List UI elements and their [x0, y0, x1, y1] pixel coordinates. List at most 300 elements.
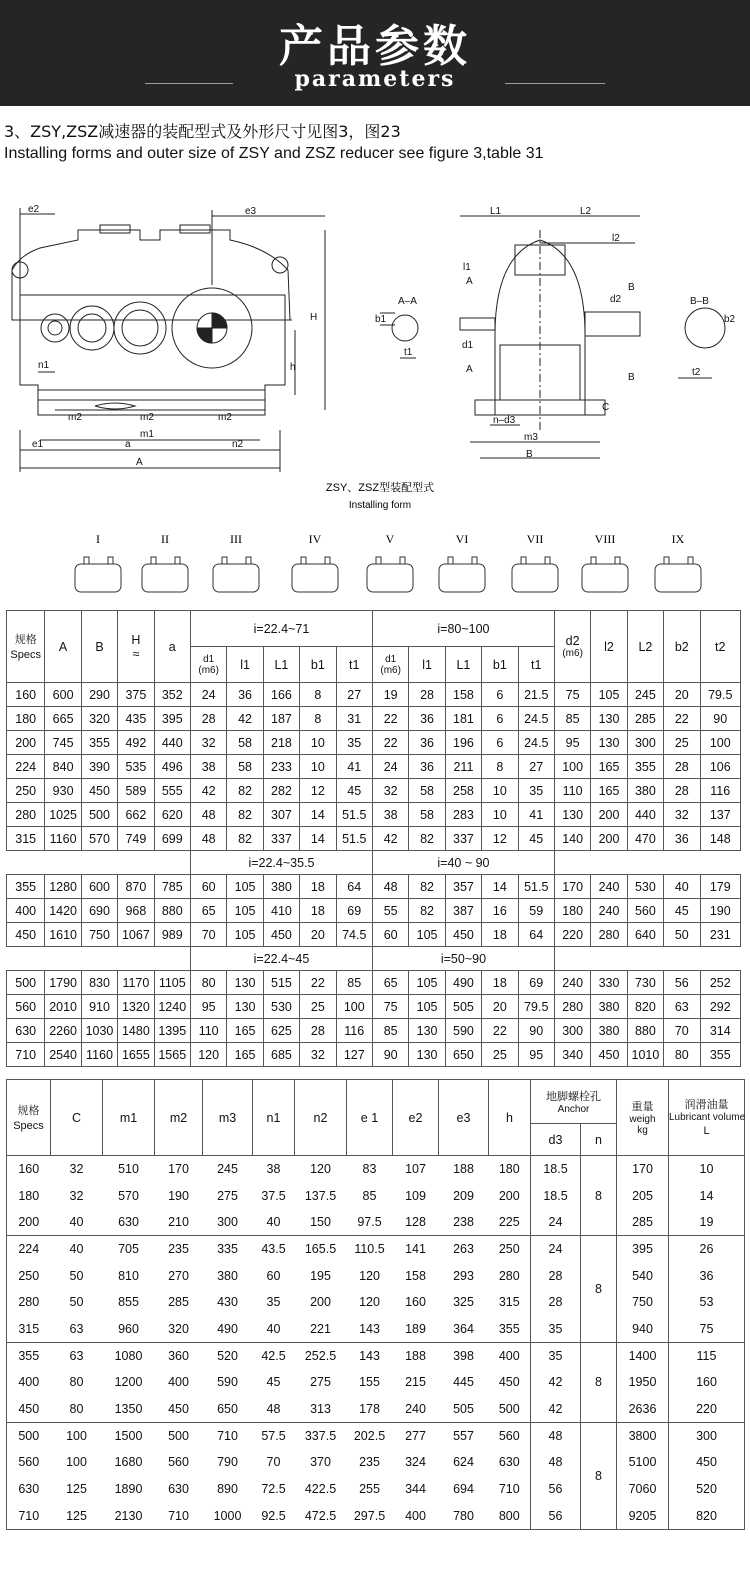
table-cell: 355: [498, 1321, 520, 1336]
table-cell: 69: [336, 899, 372, 923]
table-cell: 196: [445, 731, 481, 755]
table-cell: 80: [69, 1401, 84, 1416]
table-cell: 120: [295, 1156, 347, 1183]
table-cell: 231: [700, 923, 741, 947]
table-cell: 75: [554, 683, 590, 707]
table-cell: 335: [203, 1236, 253, 1263]
table-cell: 106: [700, 755, 741, 779]
table-cell: 50: [69, 1268, 84, 1283]
table-cell: 24: [531, 1209, 581, 1236]
table-row: [7, 827, 741, 851]
table-cell: 450: [591, 1043, 627, 1067]
table-cell: 14: [300, 827, 336, 851]
table-cell: 60: [266, 1268, 281, 1283]
col-t2: t2: [700, 611, 741, 683]
table-cell: 749: [118, 827, 154, 851]
table-cell: 450: [168, 1401, 189, 1416]
table-cell: 263: [439, 1236, 489, 1263]
table-cell: 130: [409, 1043, 445, 1067]
table-cell: 58: [409, 803, 445, 827]
table-cell: 38: [372, 803, 408, 827]
table-cell: 190: [700, 899, 741, 923]
table-cell: 337: [445, 827, 481, 851]
col-b1-b: b1: [482, 647, 518, 683]
col-m2: m2: [155, 1080, 203, 1156]
table-cell: 82: [409, 827, 445, 851]
label-t2: t2: [692, 367, 701, 378]
table-row: [7, 1342, 745, 1369]
table-cell: 160: [7, 683, 45, 707]
table-cell: 650: [445, 1043, 481, 1067]
table-cell: 10: [300, 755, 336, 779]
table-cell: 390: [81, 755, 117, 779]
table-cell: 107: [393, 1156, 439, 1183]
form-2: [142, 532, 188, 592]
shaft-stub: [400, 557, 405, 564]
shaft-stub: [472, 557, 477, 564]
table-cell: 143: [359, 1321, 380, 1336]
shaft-stub: [108, 557, 113, 564]
table-cell: 630: [118, 1214, 139, 1229]
table-cell: 1790: [45, 971, 81, 995]
table-cell: 32: [664, 803, 700, 827]
table-row: [7, 731, 741, 755]
label-m2-a: m2: [68, 412, 82, 423]
table-cell: 37.5: [261, 1188, 286, 1203]
table-cell: 710: [7, 1502, 51, 1529]
form-label: I: [96, 532, 100, 546]
table-cell: 32: [69, 1188, 84, 1203]
table-cell: 10: [669, 1156, 745, 1183]
table-cell: 179: [700, 875, 741, 899]
table-cell: 148: [700, 827, 741, 851]
table-cell: 95: [518, 1043, 554, 1067]
table-cell: 1320: [118, 995, 154, 1019]
table-cell: 63: [664, 995, 700, 1019]
ratio-label: i=22.4~45: [190, 947, 372, 971]
table-cell: 515: [263, 971, 299, 995]
table-cell: 325: [453, 1295, 474, 1310]
anchor-header: 地脚螺栓孔 Anchor: [531, 1080, 617, 1124]
header-banner: [0, 0, 750, 106]
table-row: [7, 1476, 745, 1503]
table-cell: 400: [168, 1375, 189, 1390]
table-cell: 840: [45, 755, 81, 779]
table-cell: 355: [81, 731, 117, 755]
form-6: [439, 532, 485, 592]
table-cell: 395: [617, 1236, 669, 1263]
table-cell: 82: [409, 875, 445, 899]
table-cell: 120: [359, 1268, 380, 1283]
col-L1-b: L1: [445, 647, 481, 683]
shaft-stub: [521, 557, 526, 564]
table-cell: 1655: [118, 1043, 154, 1067]
table-cell: 85: [372, 1019, 408, 1043]
table-cell: 1400: [617, 1342, 669, 1369]
table-cell: 18: [300, 899, 336, 923]
table-cell: 364: [453, 1321, 474, 1336]
table-cell: 14: [669, 1182, 745, 1209]
table-cell: 500: [7, 971, 45, 995]
table-cell: 590: [217, 1375, 238, 1390]
table-cell: 25: [664, 731, 700, 755]
table-cell: 195: [310, 1268, 331, 1283]
table-cell: 137: [700, 803, 741, 827]
table-cell: 120: [359, 1295, 380, 1310]
table-cell: 218: [263, 731, 299, 755]
label-b2: b2: [724, 314, 736, 325]
table-cell: 105: [227, 923, 263, 947]
shaft-stub: [84, 557, 89, 564]
table-cell: 6: [482, 683, 518, 707]
table-cell: 58: [227, 731, 263, 755]
table-cell: 1240: [154, 995, 190, 1019]
table-row: [7, 1019, 741, 1043]
table-cell: 307: [263, 803, 299, 827]
col-l1-b: l1: [409, 647, 445, 683]
table-cell: 130: [409, 1019, 445, 1043]
table-cell: 870: [118, 875, 154, 899]
table-cell: 188: [439, 1156, 489, 1183]
ratio-label: i=40 ~ 90: [372, 851, 554, 875]
table-cell: 283: [445, 803, 481, 827]
table-cell: 18: [482, 923, 518, 947]
form-9: [655, 532, 701, 592]
table-cell: 380: [591, 1019, 627, 1043]
table-cell: 560: [7, 995, 45, 1019]
table-cell: 165: [591, 779, 627, 803]
table-row: [7, 995, 741, 1019]
table-cell: 694: [453, 1482, 474, 1497]
table-cell: 21.5: [518, 683, 554, 707]
table-cell: 355: [627, 755, 663, 779]
table-cell: 662: [118, 803, 154, 827]
table-cell: 2636: [617, 1396, 669, 1423]
table-cell: 130: [227, 971, 263, 995]
table-cell: 880: [154, 899, 190, 923]
spec-header-en-2: Specs: [13, 1119, 44, 1132]
table-cell: 450: [18, 1401, 40, 1416]
table-cell: 41: [336, 755, 372, 779]
table-cell: 160: [405, 1295, 426, 1310]
table-cell: 10: [300, 731, 336, 755]
table-cell: 560: [168, 1455, 189, 1470]
table-cell: 510: [103, 1156, 155, 1183]
table-row: [7, 1502, 745, 1529]
table-cell: 75: [372, 995, 408, 1019]
table-cell: 180: [489, 1156, 531, 1183]
table-cell: 40: [266, 1321, 281, 1336]
table-cell: 640: [627, 923, 663, 947]
table-cell: 250: [7, 779, 45, 803]
table-cell: 1480: [118, 1019, 154, 1043]
table-cell: 22: [664, 707, 700, 731]
table-cell: 315: [18, 1321, 40, 1336]
col-m1: m1: [103, 1080, 155, 1156]
table-cell: 28: [664, 779, 700, 803]
table-cell: 10: [482, 803, 518, 827]
mounting-table-head: [7, 1080, 745, 1156]
table-cell: 1170: [118, 971, 154, 995]
table-cell: 51.5: [518, 875, 554, 899]
col-L2: L2: [627, 611, 663, 683]
label-d2: d2: [610, 294, 622, 305]
table-cell: 625: [263, 1019, 299, 1043]
shaft-stub: [325, 557, 330, 564]
form-label: VII: [526, 532, 544, 546]
table-cell: 116: [336, 1019, 372, 1043]
table-cell: 85: [336, 971, 372, 995]
table-cell: 211: [445, 755, 481, 779]
table-cell: 557: [439, 1422, 489, 1449]
table-cell: 620: [154, 803, 190, 827]
table-cell: 79.5: [700, 683, 741, 707]
table-cell: 355: [7, 875, 45, 899]
blank-cell: [7, 947, 191, 971]
table-cell: 220: [669, 1396, 745, 1423]
table-cell: 1000: [203, 1502, 253, 1529]
table-cell: 28: [409, 683, 445, 707]
table-cell: 63: [69, 1321, 84, 1336]
reducer-drawing-svg: [0, 200, 750, 520]
table-cell: 60: [190, 875, 226, 899]
table-cell: 355: [700, 1043, 741, 1067]
table-cell: 180: [554, 899, 590, 923]
table-cell: 42: [227, 707, 263, 731]
table-cell: 48: [372, 875, 408, 899]
table-cell: 100: [700, 731, 741, 755]
label-m2-c: m2: [218, 412, 232, 423]
installing-forms-svg: [0, 528, 750, 608]
table-cell: 82: [409, 899, 445, 923]
table-cell: 32: [190, 731, 226, 755]
label-l1: l1: [463, 262, 471, 273]
table-cell: 110: [190, 1019, 226, 1043]
table-cell: 9205: [617, 1502, 669, 1529]
table-cell: 570: [118, 1188, 139, 1203]
spec-header-en: Specs: [10, 648, 41, 661]
table-cell: 43.5: [253, 1236, 295, 1263]
table-cell: 400: [489, 1342, 531, 1369]
label-BB: B–B: [690, 296, 709, 307]
table-cell: 178: [359, 1401, 380, 1416]
table-cell: 1025: [45, 803, 81, 827]
table-cell: 224: [7, 1236, 51, 1263]
table-cell: 105: [409, 971, 445, 995]
page-title: 产品参数: [279, 21, 471, 72]
table-cell: 314: [700, 1019, 741, 1043]
table-cell: 28: [190, 707, 226, 731]
table-cell: 285: [627, 707, 663, 731]
table-cell: 968: [118, 899, 154, 923]
table-cell: 130: [591, 707, 627, 731]
table-cell: 75: [669, 1316, 745, 1343]
table-cell: 235: [155, 1236, 203, 1263]
table-cell: 2260: [45, 1019, 81, 1043]
shaft-stub: [175, 557, 180, 564]
table-row: [7, 803, 741, 827]
label-AA: A–A: [398, 296, 417, 307]
table-cell: 143: [347, 1342, 393, 1369]
table-cell: 630: [498, 1455, 520, 1470]
label-L2: L2: [580, 206, 592, 217]
table-cell: 97.5: [357, 1214, 382, 1229]
table-cell: 2540: [45, 1043, 81, 1067]
table-cell: 422.5: [304, 1482, 337, 1497]
table-cell: 7060: [617, 1476, 669, 1503]
table-cell: 140: [554, 827, 590, 851]
table-cell: 40: [266, 1214, 281, 1229]
table-row: [7, 971, 741, 995]
table-cell: 624: [453, 1455, 474, 1470]
table-cell: 1067: [118, 923, 154, 947]
table-cell: 80: [190, 971, 226, 995]
table-cell: 280: [18, 1295, 40, 1310]
shaft-stub: [664, 557, 669, 564]
table-cell: 31: [336, 707, 372, 731]
table-cell: 50: [664, 923, 700, 947]
table-cell: 360: [155, 1342, 203, 1369]
table-cell: 48: [531, 1449, 581, 1476]
form-8: [582, 532, 628, 592]
table-row: [7, 1182, 745, 1209]
form-label: IV: [308, 532, 322, 546]
label-h: h: [290, 362, 296, 373]
table-cell: 125: [51, 1502, 103, 1529]
table-cell: 70: [190, 923, 226, 947]
table-cell: 155: [359, 1375, 380, 1390]
form-label: IX: [671, 532, 685, 546]
label-e2: e2: [28, 204, 40, 215]
table-cell: 1420: [45, 899, 81, 923]
table-cell: 105: [591, 683, 627, 707]
label-A-top: A: [466, 276, 473, 287]
table-row: [7, 1316, 745, 1343]
table-cell: 1610: [45, 923, 81, 947]
col-t1-a: t1: [336, 647, 372, 683]
table-cell: 275: [310, 1375, 331, 1390]
table-cell: 28: [300, 1019, 336, 1043]
table-cell: 233: [263, 755, 299, 779]
table-cell: 10: [482, 779, 518, 803]
col-n2: n2: [295, 1080, 347, 1156]
table-cell: 150: [310, 1214, 331, 1229]
table-cell: 1280: [45, 875, 81, 899]
table-cell: 100: [336, 995, 372, 1019]
table-cell: 235: [359, 1455, 380, 1470]
table-cell: 1105: [154, 971, 190, 995]
table-cell: 710: [203, 1422, 253, 1449]
table-cell: 60: [372, 923, 408, 947]
table-row: [7, 779, 741, 803]
table-cell: 63: [51, 1342, 103, 1369]
col-h: h: [489, 1080, 531, 1156]
mounting-table-body: [7, 1156, 745, 1530]
table-cell: 69: [518, 971, 554, 995]
table-cell: 24: [531, 1236, 581, 1263]
table-cell: 170: [554, 875, 590, 899]
table-cell: 240: [591, 899, 627, 923]
table-row: [7, 683, 741, 707]
label-B: B: [526, 449, 533, 460]
table-cell: 290: [81, 683, 117, 707]
table-cell: 240: [554, 971, 590, 995]
table-cell: 22: [482, 1019, 518, 1043]
table-cell: 32: [372, 779, 408, 803]
table-cell: 337: [263, 827, 299, 851]
table-cell: 24: [190, 683, 226, 707]
table-cell: 25: [300, 995, 336, 1019]
form-label: VIII: [594, 532, 616, 546]
table-cell: 64: [336, 875, 372, 899]
table-cell: 45: [664, 899, 700, 923]
table-cell: 45: [336, 779, 372, 803]
table-cell: 224: [7, 755, 45, 779]
table-cell: 19: [372, 683, 408, 707]
table-cell: 74.5: [336, 923, 372, 947]
table-cell: 1890: [114, 1482, 143, 1497]
table-cell: 160: [669, 1369, 745, 1396]
table-cell: 880: [627, 1019, 663, 1043]
form-3: [213, 532, 259, 592]
form-body: [439, 564, 485, 592]
table-cell: 22: [372, 707, 408, 731]
col-n1: n1: [253, 1080, 295, 1156]
table-cell: 710: [498, 1482, 520, 1497]
table-cell: 187: [263, 707, 299, 731]
shaft-stub: [376, 557, 381, 564]
table-cell: 18.5: [531, 1182, 581, 1209]
table-cell: 210: [168, 1214, 189, 1229]
reducer-drawing: [0, 200, 750, 520]
table-cell: 26: [669, 1236, 745, 1263]
dimension-table-body: [7, 683, 741, 1067]
table-cell: 105: [227, 899, 263, 923]
table-cell: 344: [405, 1482, 426, 1497]
label-B-bottom: B: [628, 372, 635, 383]
table-cell: 82: [227, 779, 263, 803]
col-n: n: [581, 1124, 617, 1156]
shaft-stub: [688, 557, 693, 564]
label-m1: m1: [140, 429, 154, 440]
table-cell: 42: [531, 1369, 581, 1396]
table-cell: 324: [405, 1455, 426, 1470]
table-cell: 600: [81, 875, 117, 899]
col-l1-a: l1: [227, 647, 263, 683]
table-cell: 699: [154, 827, 190, 851]
table-cell: 250: [18, 1268, 40, 1283]
table-cell: 12: [300, 779, 336, 803]
table-cell: 38: [190, 755, 226, 779]
dimension-table: [6, 610, 741, 1067]
table-cell: 505: [445, 995, 481, 1019]
table-cell: 258: [445, 779, 481, 803]
table-cell: 20: [300, 923, 336, 947]
table-cell: 116: [700, 779, 741, 803]
anchor-count-cell: 8: [581, 1342, 617, 1422]
table-cell: 221: [310, 1321, 331, 1336]
table-cell: 83: [347, 1156, 393, 1183]
spec-header-cn: 规格: [14, 633, 37, 646]
table-cell: 520: [669, 1476, 745, 1503]
table-cell: 1200: [114, 1375, 143, 1390]
table-cell: 1030: [81, 1019, 117, 1043]
page-subtitle: parameters: [294, 66, 456, 92]
col-e1: e 1: [347, 1080, 393, 1156]
table-cell: 35: [336, 731, 372, 755]
table-cell: 25: [482, 1043, 518, 1067]
table-row: [7, 1236, 745, 1263]
